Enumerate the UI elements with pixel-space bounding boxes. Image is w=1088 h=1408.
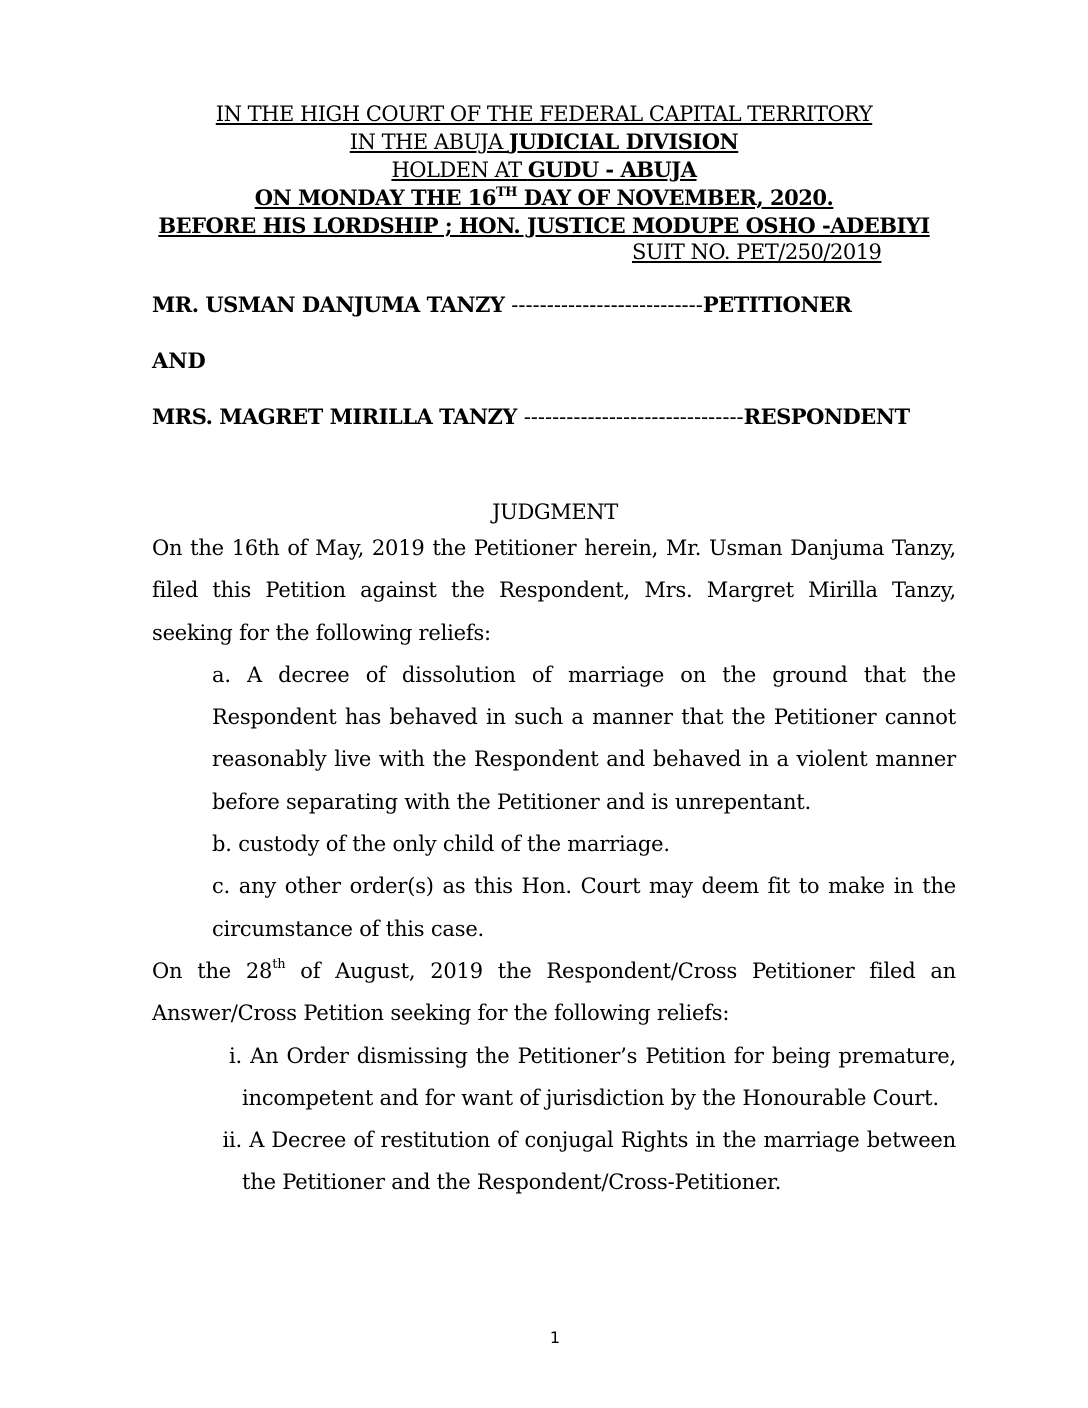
petitioner-dash: --------------------------- — [511, 293, 703, 317]
petitioner-name: MR. USMAN DANJUMA TANZY — [152, 292, 512, 317]
court-header — [0, 100, 1088, 240]
cross-relief-ii-number: ii. — [222, 1128, 242, 1153]
relief-b: b. custody of the only child of the marriage. — [212, 832, 670, 857]
judgment-body — [152, 527, 956, 1204]
paragraph-2: On the 28th of August, 2019 the Respondent/Cross Petitioner filed an Answer/Cross Petition seeking for the following reliefs: — [152, 956, 956, 1026]
judgment-title: JUDGMENT — [492, 500, 618, 524]
relief-c: c. any other order(s) as this Hon. Court may deem fit to make in the circumstance of this case. — [212, 874, 956, 941]
respondent-name: MRS. MAGRET MIRILLA TANZY — [152, 404, 524, 429]
petitioner-role: PETITIONER — [702, 292, 852, 317]
respondent-dash: ------------------------------- — [523, 405, 744, 429]
cross-relief-ii: ii. A Decree of restitution of conjugal Rights in the marriage between the Petitioner and the Respondent/Cross-Petitioner. — [152, 1119, 956, 1204]
cross-relief-i: i. An Order dismissing the Petitioner’s Petition for being premature, incompetent and for want of jurisdiction by the Honourable Court. — [152, 1035, 956, 1120]
cross-relief-i-number: i. — [229, 1043, 242, 1068]
respondent-role: RESPONDENT — [743, 404, 910, 429]
header-line-holden: HOLDEN AT GUDU - ABUJA — [391, 157, 697, 182]
relief-a: a. A decree of dissolution of marriage on the ground that the Respondent has behaved in such a manner that the Petitioner cannot reasonably live with the Respondent and behaved in a violent manner before separating with the Petitioner and is unrepentant. — [212, 662, 956, 814]
header-line-division: IN THE ABUJA JUDICIAL DIVISION — [349, 129, 739, 154]
header-line-date: ON MONDAY THE 16TH DAY OF NOVEMBER, 2020. — [254, 185, 834, 210]
header-line-court: IN THE HIGH COURT OF THE FEDERAL CAPITAL TERRITORY — [215, 102, 873, 126]
and-label: AND — [152, 348, 206, 373]
paragraph-1: On the 16th of May, 2019 the Petitioner herein, Mr. Usman Danjuma Tanzy, filed this Petition against the Respondent, Mrs. Margret Mirilla Tanzy, seeking for the following reliefs: — [152, 536, 956, 645]
petitioner-line — [152, 292, 852, 317]
suit-number: SUIT NO. PET/250/2019 — [632, 240, 882, 264]
page-number: 1 — [549, 1328, 561, 1347]
respondent-line — [152, 404, 910, 429]
header-line-judge: BEFORE HIS LORDSHIP ; HON. JUSTICE MODUPE OSHO -ADEBIYI — [158, 213, 930, 238]
